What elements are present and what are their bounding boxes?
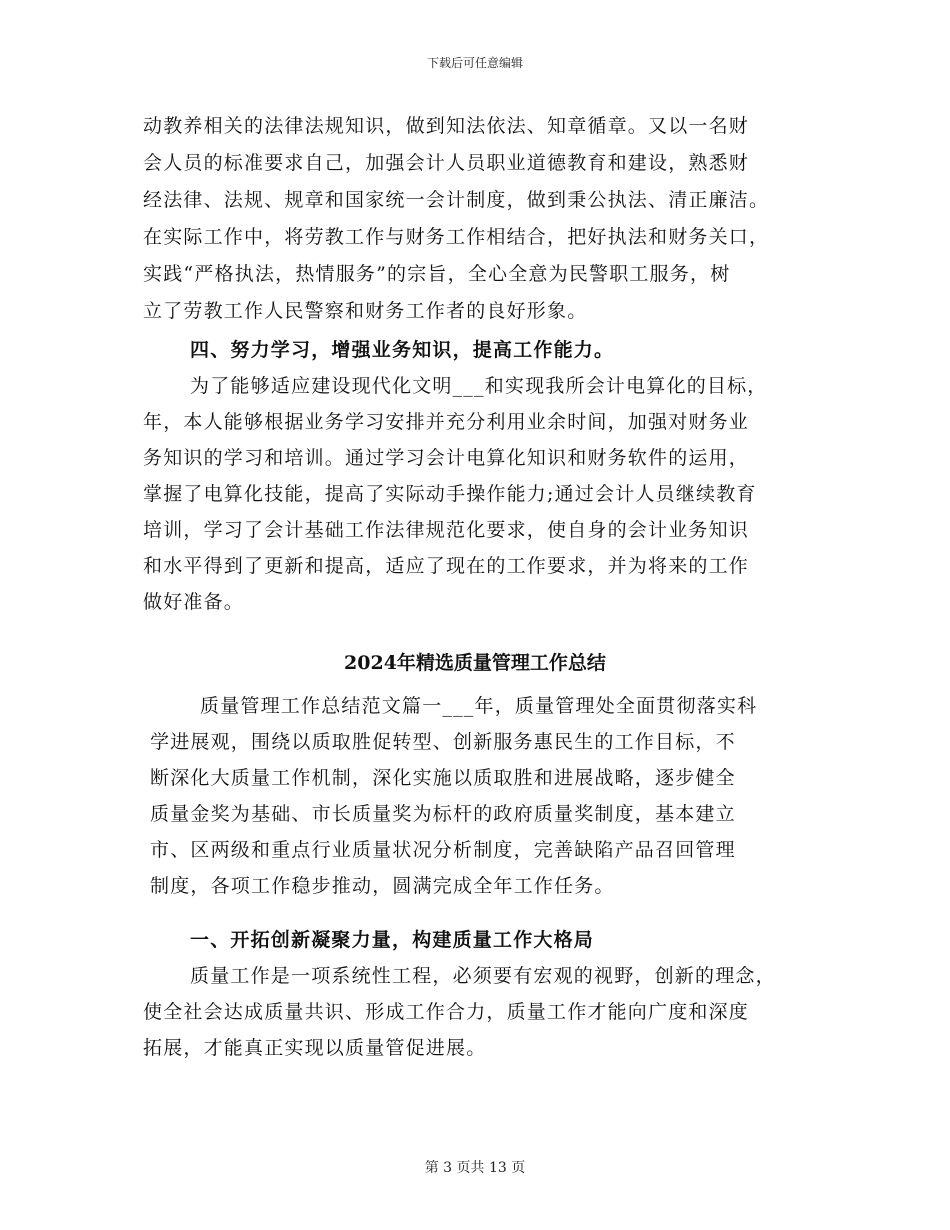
paragraph-line: 做好准备。 (143, 591, 245, 613)
paragraph-line: 年，本人能够根据业务学习安排并充分利用业余时间，加强对财务业 (143, 411, 750, 433)
paragraph-line: 为了能够适应建设现代化文明___和实现我所会计电算化的目标， (190, 375, 768, 397)
page-footer: 第 3 页共 13 页 (424, 1160, 526, 1176)
paragraph-line: 实践“严格执法，热情服务”的宗旨，全心全意为民警职工服务，树 (143, 263, 731, 285)
paragraph-line: 市、区两级和重点行业质量状况分析制度，完善缺陷产品召回管理 (150, 839, 736, 861)
paragraph-line: 经法律、法规、规章和国家统一会计制度，做到秉公执法、清正廉洁。 (143, 189, 770, 211)
paragraph-line: 培训，学习了会计基础工作法律规范化要求，使自身的会计业务知识 (143, 519, 750, 541)
paragraph-line: 在实际工作中，将劳教工作与财务工作相结合，把好执法和财务关口， (143, 226, 770, 248)
paragraph-line: 质量工作是一项系统性工程，必须要有宏观的视野，创新的理念， (190, 965, 776, 987)
paragraph-line: 掌握了电算化技能，提高了实际动手操作能力;通过会计人员继续教育 (143, 483, 757, 505)
paragraph-line: 会人员的标准要求自己，加强会计人员职业道德教育和建设，熟悉财 (143, 152, 750, 174)
paragraph-line: 使全社会达成质量共识、形成工作合力，质量工作才能向广度和深度 (143, 1001, 750, 1023)
paragraph-line: 制度，各项工作稳步推动，圆满完成全年工作任务。 (150, 875, 615, 897)
section-heading: 一、开拓创新凝聚力量，构建质量工作大格局 (190, 929, 595, 951)
paragraph-line: 拓展，才能真正实现以质量管促进展。 (143, 1037, 487, 1059)
paragraph-line: 立了劳教工作人民警察和财务工作者的良好形象。 (143, 300, 588, 322)
paragraph-line: 和水平得到了更新和提高，适应了现在的工作要求，并为将来的工作 (143, 555, 750, 577)
section-heading: 四、努力学习，增强业务知识，提高工作能力。 (190, 339, 615, 361)
page-header: 下载后可任意编辑 (426, 56, 523, 70)
paragraph-line: 断深化大质量工作机制，深化实施以质取胜和进展战略，逐步健全 (150, 767, 736, 789)
paragraph-line: 学进展观，围绕以质取胜促转型、创新服务惠民生的工作目标，不 (150, 731, 736, 753)
paragraph-line: 务知识的学习和培训。通过学习会计电算化知识和财务软件的运用， (143, 447, 750, 469)
document-title: 2024年精选质量管理工作总结 (344, 652, 606, 674)
paragraph-line: 质量管理工作总结范文篇一___年，质量管理处全面贯彻落实科 (200, 695, 758, 717)
paragraph-line: 动教养相关的法律法规知识，做到知法依法、知章循章。又以一名财 (143, 115, 750, 137)
paragraph-line: 质量金奖为基础、市长质量奖为标杆的政府质量奖制度，基本建立 (150, 803, 736, 825)
